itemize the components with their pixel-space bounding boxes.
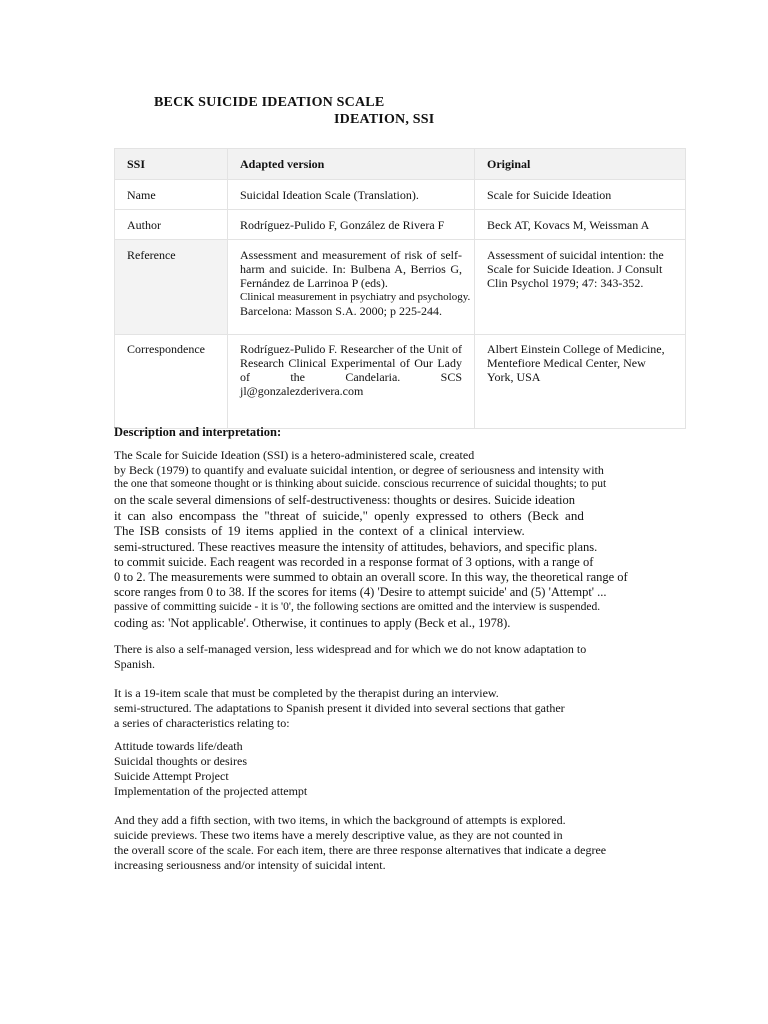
paragraph-line: coding as: 'Not applicable'. Otherwise, it continues to apply (Beck et al., 1978).: [114, 616, 511, 630]
table-header-cell: Adapted version: [228, 149, 475, 180]
paragraph-line: it can also encompass the "threat of suicide," openly expressed to others (Beck and: [114, 508, 584, 523]
adapted-cell: Rodríguez-Pulido F, González de Rivera F: [228, 210, 475, 240]
paragraph-line: on the scale several dimensions of self-destructiveness: thoughts or desires. Suicide ideation: [114, 493, 575, 507]
paragraph-line: increasing seriousness and/or intensity of suicidal intent.: [114, 858, 386, 872]
table-header-row: [115, 149, 686, 180]
row-label: Author: [115, 210, 228, 240]
paragraph-line: 0 to 2. The measurements were summed to obtain an overall score. In this way, the theoretical range of: [114, 570, 628, 584]
section-heading: Description and interpretation:: [114, 425, 282, 439]
paragraph-line: a series of characteristics relating to:: [114, 716, 290, 730]
document-subtitle: IDEATION, SSI: [334, 112, 435, 127]
paragraph-line: It is a 19-item scale that must be completed by the therapist during an interview.: [114, 686, 499, 700]
adapted-cell: [228, 240, 475, 335]
row-label: Reference: [115, 240, 228, 335]
original-cell: Scale for Suicide Ideation: [475, 180, 686, 210]
paragraph-line: by Beck (1979) to quantify and evaluate suicidal intention, or degree of seriousness and intensity with: [114, 463, 604, 477]
paragraph-line: The Scale for Suicide Ideation (SSI) is a hetero-administered scale, created: [114, 448, 475, 462]
original-cell: Assessment of suicidal intention: the Scale for Suicide Ideation. J Consult Clin Psychol 1979; 47: 343-352.: [475, 240, 686, 335]
table-header-cell: SSI: [115, 149, 228, 180]
paragraph-line: passive of committing suicide - it is '0', the following sections are omitted and the interview is suspended.: [114, 601, 601, 613]
adapted-cell: Suicidal Ideation Scale (Translation).: [228, 180, 475, 210]
document-title: BECK SUICIDE IDEATION SCALE: [154, 95, 385, 110]
correspondence-text: Rodríguez-Pulido F. Researcher of the Unit of Research Clinical Experimental of Our Lady of the Candelaria. SCS: [240, 342, 462, 384]
reference-text: Barcelona: Masson S.A. 2000; p 225-244.: [240, 304, 442, 318]
paragraph-line: score ranges from 0 to 38. If the scores for items (4) 'Desire to attempt suicide' and (5) 'Attempt' ...: [114, 585, 607, 599]
paragraph-line: the one that someone thought or is thinking about suicide. conscious recurrence of suicidal thoughts; to put: [114, 478, 607, 490]
table-header-cell: Original: [475, 149, 686, 180]
adapted-cell: [228, 335, 475, 429]
row-label: Correspondence: [115, 335, 228, 429]
table-row: [115, 180, 686, 210]
paragraph-line: The ISB consists of 19 items applied in the context of a clinical interview.: [114, 523, 525, 538]
table-row: [115, 210, 686, 240]
paragraph-line: Spanish.: [114, 657, 156, 671]
paragraph-line: to commit suicide. Each reagent was recorded in a response format of 3 options, with a range of: [114, 555, 594, 569]
correspondence-email: jl@gonzalezderivera.com: [240, 384, 364, 398]
paragraph-line: semi-structured. These reactives measure the intensity of attitudes, behaviors, and specific plans.: [114, 540, 598, 554]
reference-text: Assessment and measurement of risk of self-harm and suicide. In: Bulbena A, Berrios G, Fernández de Larrinoa P (eds).: [240, 248, 462, 290]
table-row: [115, 335, 686, 429]
list-item: Suicide Attempt Project: [114, 769, 229, 783]
original-cell: Albert Einstein College of Medicine, Mentefiore Medical Center, New York, USA: [475, 335, 686, 429]
original-cell: Beck AT, Kovacs M, Weissman A: [475, 210, 686, 240]
paragraph-line: suicide previews. These two items have a merely descriptive value, as they are not counted in: [114, 828, 563, 842]
paragraph-line: semi-structured. The adaptations to Spanish present it divided into several sections that gather: [114, 701, 565, 715]
scale-info-table: [114, 148, 686, 429]
table-row: [115, 240, 686, 335]
row-label: Name: [115, 180, 228, 210]
paragraph-line: And they add a fifth section, with two items, in which the background of attempts is explored.: [114, 813, 566, 827]
list-item: Suicidal thoughts or desires: [114, 754, 247, 768]
reference-text: Clinical measurement in psychiatry and psychology.: [240, 291, 471, 303]
paragraph-line: the overall score of the scale. For each item, there are three response alternatives that indicate a degree: [114, 843, 607, 857]
list-item: Implementation of the projected attempt: [114, 784, 308, 798]
paragraph-line: There is also a self-managed version, less widespread and for which we do not know adaptation to: [114, 642, 587, 656]
list-item: Attitude towards life/death: [114, 739, 243, 753]
